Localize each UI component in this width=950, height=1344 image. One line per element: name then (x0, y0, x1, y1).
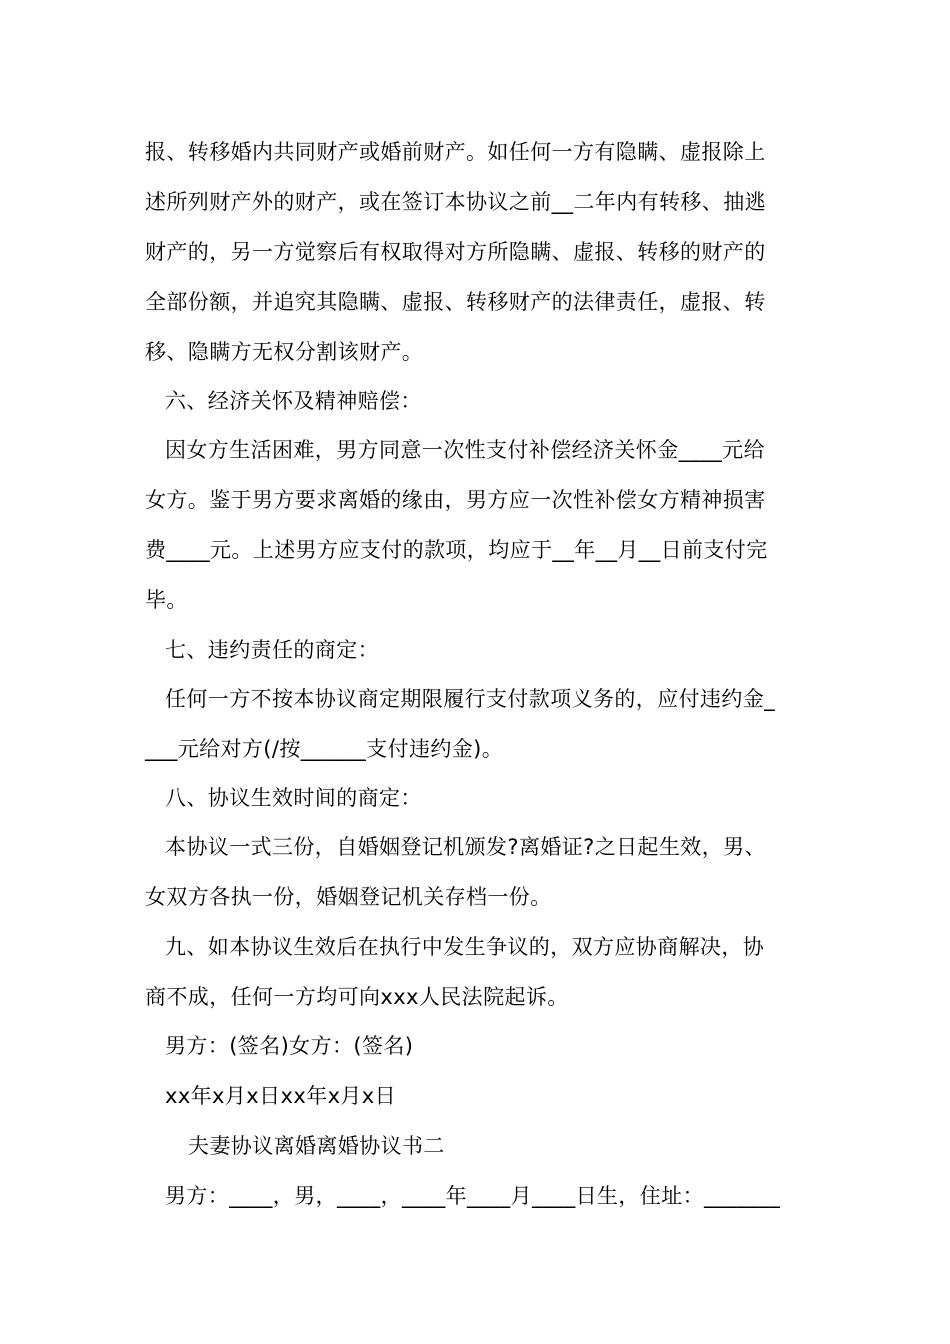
paragraph-line: 男方：____，男，____，____年____月____日生，住址：_______ (165, 1184, 781, 1208)
paragraph-line: 财产的，另一方觉察后有权取得对方所隐瞒、虚报、转移的财产的 (145, 240, 766, 264)
paragraph-line: 女方。鉴于男方要求离婚的缘由，男方应一次性补偿女方精神损害 (145, 488, 766, 512)
section-heading: 八、协议生效时间的商定： (165, 786, 422, 810)
section-heading: 六、经济关怀及精神赔偿： (165, 389, 422, 413)
paragraph-line: 九、如本协议生效后在执行中发生争议的，双方应协商解决，协 (165, 935, 765, 959)
date-line: xx年x月x日xx年x月x日 (165, 1084, 397, 1108)
document-title: 夫妻协议离婚离婚协议书二 (188, 1134, 445, 1158)
paragraph-line: 任何一方不按本协议商定期限履行支付款项义务的，应付违约金_ (165, 687, 776, 711)
paragraph-line: 费____元。上述男方应支付的款项，均应于__年__月__日前支付完 (145, 538, 768, 562)
paragraph-line: ___元给对方(/按______支付违约金)。 (145, 737, 504, 761)
paragraph-line: 毕。 (145, 588, 188, 612)
paragraph-line: 因女方生活困难，男方同意一次性支付补偿经济关怀金____元给 (165, 438, 765, 462)
paragraph-line: 商不成，任何一方均可向xxx人民法院起诉。 (145, 985, 569, 1009)
section-heading: 七、违约责任的商定： (165, 638, 379, 662)
paragraph-line: 移、隐瞒方无权分割该财产。 (145, 340, 424, 364)
signature-line: 男方：(签名)女方：(签名) (165, 1034, 414, 1058)
paragraph-line: 述所列财产外的财产，或在签订本协议之前__二年内有转移、抽逃 (145, 190, 766, 214)
paragraph-line: 女双方各执一份，婚姻登记机关存档一份。 (145, 885, 552, 909)
paragraph-line: 报、转移婚内共同财产或婚前财产。如任何一方有隐瞒、虚报除上 (145, 140, 766, 164)
paragraph-line: 本协议一式三份，自婚姻登记机颁发?离婚证?之日起生效，男、 (165, 835, 766, 859)
paragraph-line: 全部份额，并追究其隐瞒、虚报、转移财产的法律责任，虚报、转 (145, 290, 766, 314)
